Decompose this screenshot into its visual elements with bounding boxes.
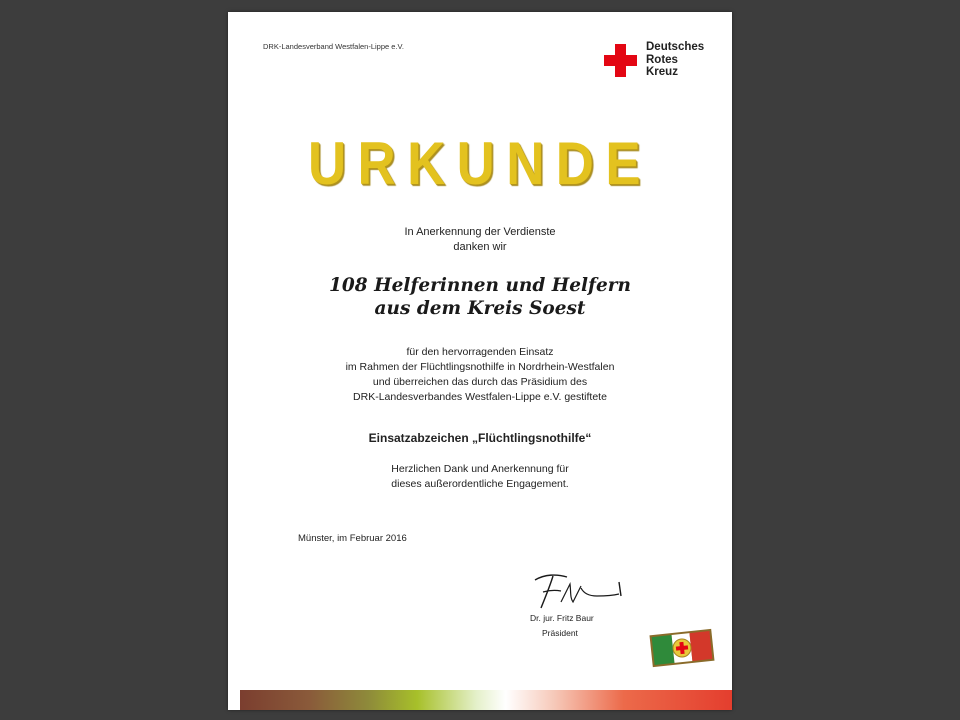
honoree-text — [228, 274, 732, 320]
logo-line-3: Kreuz — [646, 66, 678, 78]
body-line-4: DRK-Landesverbandes Westfalen-Lippe e.V. gestiftete — [353, 391, 607, 403]
signature — [523, 568, 633, 614]
certificate-sheet — [228, 12, 732, 710]
color-stripe — [240, 690, 732, 710]
signatory-name: Dr. jur. Fritz Baur — [530, 613, 594, 623]
thanks-text — [228, 462, 732, 492]
signatory-role: Präsident — [542, 628, 578, 638]
body-text — [228, 345, 732, 405]
certificate-title: URKUNDE — [307, 130, 653, 197]
issuer-name: DRK-Landesverband Westfalen-Lippe e.V. — [263, 42, 404, 51]
intro-text — [228, 225, 732, 255]
honoree-line-1: 108 Helferinnen und Helfern — [329, 275, 631, 296]
thanks-line-1: Herzlichen Dank und Anerkennung für — [391, 463, 569, 475]
intro-line-2: danken wir — [453, 241, 507, 253]
drk-logo — [604, 41, 724, 81]
logo-line-2: Rotes — [646, 53, 678, 66]
logo-line-1: Deutsches — [646, 41, 705, 53]
body-line-2: im Rahmen der Flüchtlingsnothilfe in Nordrhein-Westfalen — [345, 361, 615, 373]
body-line-1: für den hervorragenden Einsatz — [406, 346, 554, 358]
thanks-line-2: dieses außerordentliche Engagement. — [391, 478, 569, 490]
badge-name: Einsatzabzeichen „Flüchtlingsnothilfe“ — [368, 431, 592, 445]
badge-pin-image — [648, 624, 716, 672]
honoree-line-2: aus dem Kreis Soest — [374, 298, 586, 319]
place-date: Münster, im Februar 2016 — [298, 533, 407, 544]
logo-wordmark — [646, 41, 704, 79]
intro-line-1: In Anerkennung der Verdienste — [404, 226, 556, 238]
red-cross-icon — [604, 44, 637, 77]
body-line-3: und überreichen das durch das Präsidium des — [372, 376, 588, 388]
